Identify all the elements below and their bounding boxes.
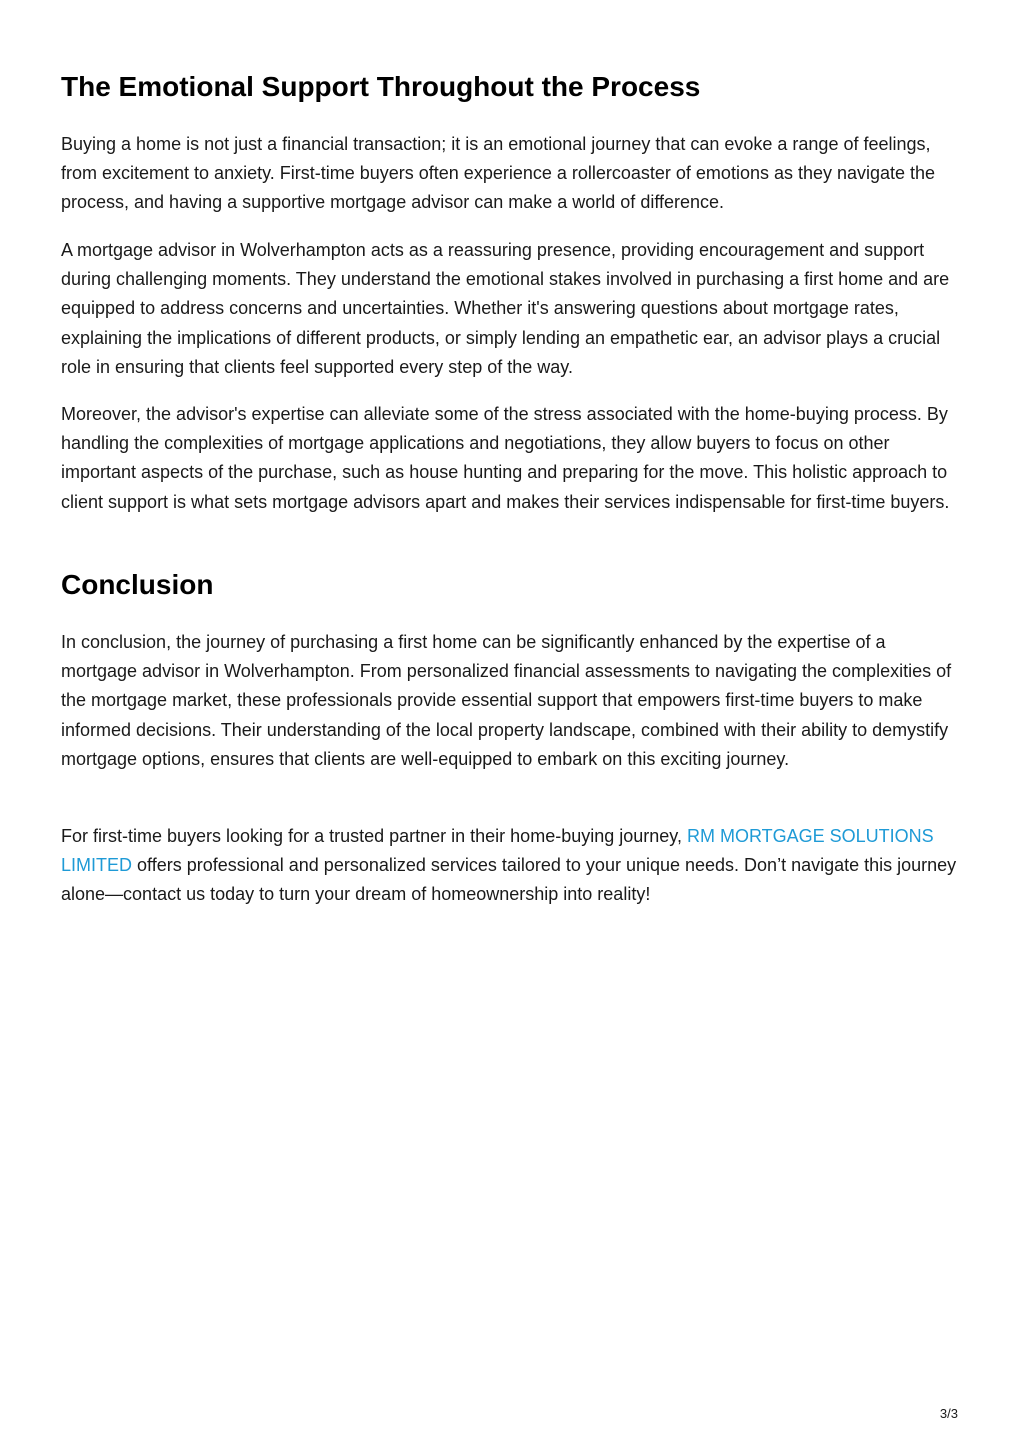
section-heading-emotional-support: The Emotional Support Throughout the Process <box>61 71 701 102</box>
paragraph-text <box>61 822 966 910</box>
page-number: 3/3 <box>939 1406 958 1421</box>
paragraph-text-after-link: offers professional and personalized services tailored to your unique needs. Don’t navigate this journey alone—contact us today to turn your dream of homeownership into reality! <box>61 855 957 905</box>
company-link[interactable]: RM MORTGAGE SOLUTIONS LIMITED <box>61 826 934 876</box>
paragraph-conclusion-2 <box>61 822 966 910</box>
paragraph-text: A mortgage advisor in Wolverhampton acts as a reassuring presence, providing encouragement and support during challenging moments. They understand the emotional stakes involved in purchasing a first home and are equipped to address concerns and uncertainties. Whether it's answering questions about mortgage rates, explaining the implications of different products, or simply lending an empathetic ear, an advisor plays a crucial role in ensuring that clients feel supported every step of the way. <box>61 240 950 377</box>
paragraph-text: In conclusion, the journey of purchasing a first home can be significantly enhanced by the expertise of a mortgage advisor in Wolverhampton. From personalized financial assessments to navigating the complexities of the mortgage market, these professionals provide essential support that empowers first-time buyers to make informed decisions. Their understanding of the local property landscape, combined with their ability to demystify mortgage options, ensures that clients are well-equipped to embark on this exciting journey. <box>61 632 952 769</box>
paragraph-text: Buying a home is not just a financial transaction; it is an emotional journey that can evoke a range of feelings, from excitement to anxiety. First-time buyers often experience a rollercoaster of emotions as they navigate the process, and having a supportive mortgage advisor can make a world of difference. <box>61 134 936 213</box>
paragraph-emotional-1 <box>61 130 966 218</box>
paragraph-emotional-2 <box>61 236 966 382</box>
section-heading-conclusion: Conclusion <box>61 569 214 600</box>
paragraph-emotional-3 <box>61 400 966 517</box>
paragraph-text-before-link: For first-time buyers looking for a trusted partner in their home-buying journey, <box>61 826 687 846</box>
paragraph-text: Moreover, the advisor's expertise can alleviate some of the stress associated with the home-buying process. By handling the complexities of mortgage applications and negotiations, they allow buyers to focus on other important aspects of the purchase, such as house hunting and preparing for the move. This holistic approach to client support is what sets mortgage advisors apart and makes their services indispensable for first-time buyers. <box>61 404 950 512</box>
paragraph-conclusion-1 <box>61 628 966 774</box>
